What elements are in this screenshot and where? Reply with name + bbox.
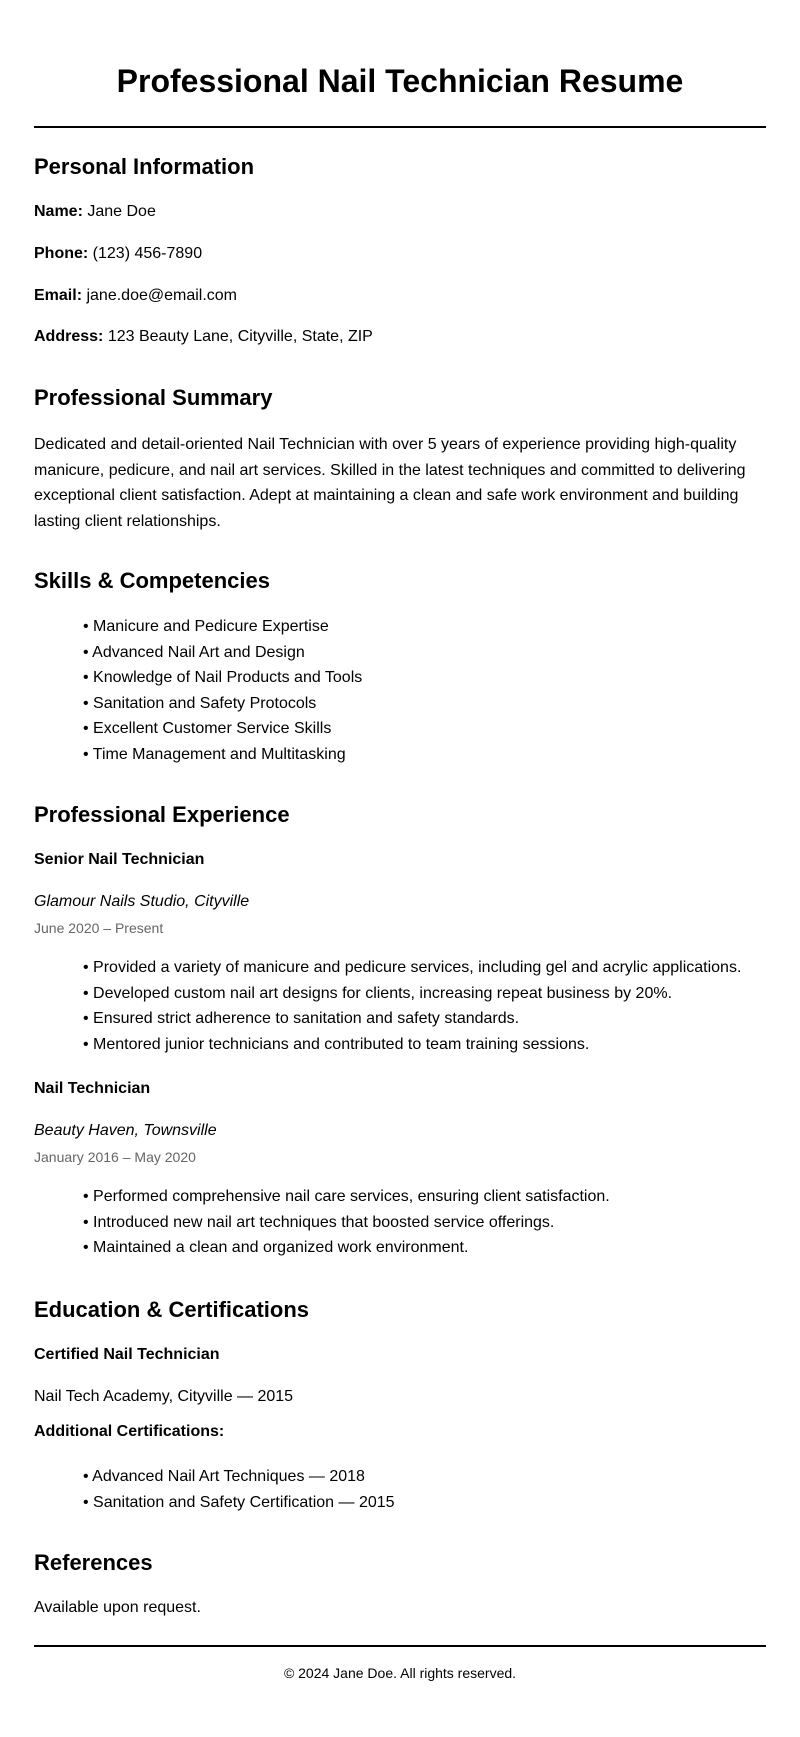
list-item: • Manicure and Pedicure Expertise [83,618,329,635]
email-line [34,286,237,306]
job-title: Nail Technician [34,1080,151,1097]
summary-text: Dedicated and detail-oriented Nail Technician with over 5 years of experience providing high-quality manicure, pedicure, and nail art services. Skilled in the latest techniques and committed to delivering exceptional client satisfaction. Adept at maintaining a clean and safe work environment and building lasting client relationships. [34,436,746,530]
list-item: • Knowledge of Nail Products and Tools [83,669,363,686]
references-heading: References [34,1550,153,1575]
name-value: Jane Doe [87,203,156,220]
phone-value: (123) 456-7890 [92,245,203,262]
email-label: Email: [34,287,83,304]
job-dates: January 2016 – May 2020 [34,1149,196,1165]
references-text: Available upon request. [34,1599,201,1616]
email-value: jane.doe@email.com [86,287,238,304]
job-title: Senior Nail Technician [34,851,205,868]
job-company: Glamour Nails Studio, Cityville [34,893,250,910]
list-item: • Maintained a clean and organized work environment. [83,1239,469,1256]
list-item: • Performed comprehensive nail care services, ensuring client satisfaction. [83,1188,610,1205]
list-item: • Developed custom nail art designs for clients, increasing repeat business by 20%. [83,984,673,1002]
cert-detail: Nail Tech Academy, Cityville — 2015 [34,1388,294,1405]
list-item: • Sanitation and Safety Protocols [83,694,317,712]
additional-certs-list [83,1464,395,1515]
personal-info-heading: Personal Information [34,154,255,179]
cert-title: Certified Nail Technician [34,1346,220,1363]
education-heading: Education & Certifications [34,1297,310,1322]
skills-list [83,614,362,767]
address-value: 123 Beauty Lane, Cityville, State, ZIP [107,328,373,345]
experience-heading: Professional Experience [34,802,290,827]
phone-line [34,244,202,264]
job-company: Beauty Haven, Townsville [34,1122,217,1139]
list-item: • Sanitation and Safety Certification — 2015 [83,1493,395,1511]
name-label: Name: [34,203,83,220]
footer-copyright: © 2024 Jane Doe. All rights reserved. [283,1665,517,1681]
address-label: Address: [34,328,104,345]
job-dates: June 2020 – Present [34,920,164,936]
name-line [34,202,156,222]
list-item: • Excellent Customer Service Skills [83,720,332,737]
phone-label: Phone: [34,245,89,262]
title-divider [34,126,766,128]
list-item: • Advanced Nail Art and Design [83,643,305,661]
page-title: Professional Nail Technician Resume [116,63,684,99]
address-line [34,327,373,347]
job-duties-list [83,1184,610,1261]
job-duties-list [83,955,741,1057]
skills-heading: Skills & Competencies [34,568,270,593]
additional-certs-heading: Additional Certifications: [34,1423,225,1440]
list-item: • Ensured strict adherence to sanitation and safety standards. [83,1010,520,1027]
list-item: • Advanced Nail Art Techniques — 2018 [83,1468,365,1485]
list-item: • Provided a variety of manicure and pedicure services, including gel and acrylic applications. [83,959,742,976]
footer-divider [34,1645,766,1647]
summary-heading: Professional Summary [34,385,273,410]
list-item: • Time Management and Multitasking [83,745,346,763]
list-item: • Introduced new nail art techniques that boosted service offerings. [83,1213,555,1231]
list-item: • Mentored junior technicians and contributed to team training sessions. [83,1035,590,1053]
